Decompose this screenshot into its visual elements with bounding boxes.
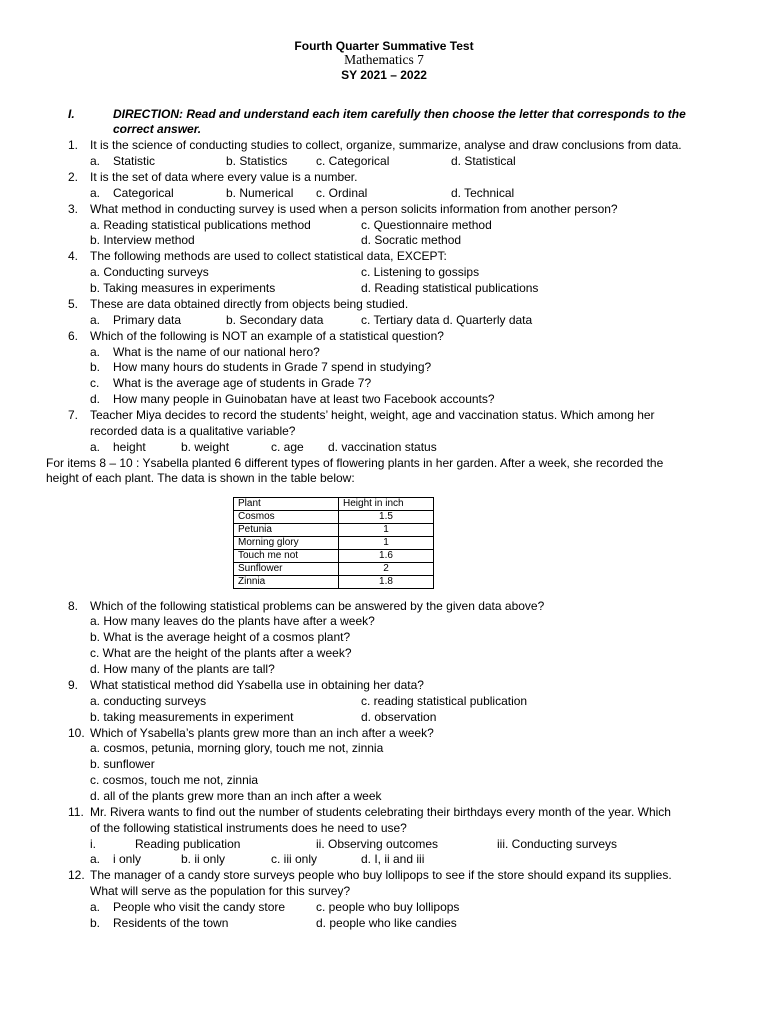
table-header-row (234, 498, 434, 511)
question-text: of the following statistical instruments does he need to use? (90, 821, 407, 835)
choice: c. Questionnaire method (361, 218, 492, 232)
choice: c. Tertiary data d. Quarterly data (361, 313, 533, 327)
choice: d. all of the plants grew more than an inch after a week (90, 789, 382, 803)
column-header: Plant (234, 498, 339, 511)
choice: d. observation (361, 710, 437, 724)
question-text: What method in conducting survey is used when a person solicits information from another person? (90, 202, 618, 216)
choice-text: Primary data (113, 313, 182, 327)
choice-text: i only (113, 852, 142, 866)
table-row (234, 576, 434, 589)
question-number: 10. (68, 726, 85, 740)
column-header: Height in inch (339, 498, 434, 511)
choice: d. Reading statistical publications (361, 281, 539, 295)
choice: d. Socratic method (361, 233, 462, 247)
question-text: The following methods are used to collect statistical data, EXCEPT: (90, 249, 447, 263)
question-text: It is the set of data where every value is a number. (90, 170, 358, 184)
choice-text: Categorical (113, 186, 174, 200)
question-number: 4. (68, 249, 79, 263)
choice: a. conducting surveys (90, 694, 207, 708)
choice-text: Residents of the town (113, 916, 229, 930)
plant-name-cell: Zinnia (234, 576, 339, 589)
plant-height-cell: 1.6 (339, 550, 434, 563)
direction-line-2: correct answer. (113, 122, 202, 136)
question-text: These are data obtained directly from objects being studied. (90, 297, 409, 311)
choice: c. Ordinal (316, 186, 368, 200)
question-number: 11. (68, 805, 84, 819)
subject-title: Mathematics 7 (344, 52, 424, 67)
question-text: Which of the following is NOT an example of a statistical question? (90, 329, 444, 343)
question-number: 3. (68, 202, 79, 216)
choice-text: What is the name of our national hero? (113, 345, 320, 359)
question-text: Which of Ysabella’s plants grew more than an inch after a week? (90, 726, 434, 740)
choice: d. people who like candies (316, 916, 457, 930)
choice: c. people who buy lollipops (316, 900, 460, 914)
option-text: Reading publication (135, 837, 241, 851)
choice: d. How many of the plants are tall? (90, 662, 275, 676)
plant-height-cell: 1.5 (339, 511, 434, 524)
plant-name-cell: Touch me not (234, 550, 339, 563)
choice: b. Secondary data (226, 313, 324, 327)
section-numeral: I. (68, 107, 75, 121)
choice-text: What is the average age of students in Grade 7? (113, 376, 372, 390)
choice: d. Statistical (451, 154, 516, 168)
choice-letter: a. (90, 852, 101, 866)
question-number: 9. (68, 678, 79, 692)
choice: c. Listening to gossips (361, 265, 480, 279)
question-text: What will serve as the population for this survey? (90, 884, 351, 898)
choice: d. Technical (451, 186, 515, 200)
plant-height-cell: 2 (339, 563, 434, 576)
choice-letter: b. (90, 916, 101, 930)
choice: d. I, ii and iii (361, 852, 425, 866)
option: iii. Conducting surveys (497, 837, 618, 851)
question-text: It is the science of conducting studies to collect, organize, summarize, analyse and draw conclusions from data. (90, 138, 682, 152)
choice-text: height (113, 440, 146, 454)
question-text: Which of the following statistical problems can be answered by the given data above? (90, 599, 545, 613)
question-number: 12. (68, 868, 85, 882)
question-number: 8. (68, 599, 79, 613)
choice-letter: a. (90, 313, 101, 327)
plant-height-cell: 1 (339, 537, 434, 550)
choice: b. Numerical (226, 186, 294, 200)
choice: b. What is the average height of a cosmos plant? (90, 630, 351, 644)
choice: b. Taking measures in experiments (90, 281, 276, 295)
choice-letter: a. (90, 154, 101, 168)
choice: a. How many leaves do the plants have after a week? (90, 614, 375, 628)
plant-height-table (233, 497, 434, 589)
choice: b. taking measurements in experiment (90, 710, 294, 724)
question-text: Teacher Miya decides to record the students’ height, weight, age and vaccination status. Which among her (90, 408, 655, 422)
plant-name-cell: Petunia (234, 524, 339, 537)
plant-height-cell: 1.8 (339, 576, 434, 589)
choice-letter: a. (90, 186, 101, 200)
choice: a. Reading statistical publications method (90, 218, 311, 232)
question-number: 7. (68, 408, 79, 422)
items-intro-line-2: height of each plant. The data is shown in the table below: (46, 471, 355, 485)
test-title: Fourth Quarter Summative Test (294, 39, 474, 53)
choice-letter: b. (90, 360, 101, 374)
choice-letter: d. (90, 392, 101, 406)
choice: c. iii only (271, 852, 318, 866)
question-number: 6. (68, 329, 79, 343)
choice: c. reading statistical publication (361, 694, 528, 708)
choice: d. vaccination status (328, 440, 437, 454)
choice-text: People who visit the candy store (113, 900, 286, 914)
question-number: 1. (68, 138, 79, 152)
plant-name-cell: Sunflower (234, 563, 339, 576)
choice-text: Statistic (113, 154, 156, 168)
question-number: 2. (68, 170, 79, 184)
question-text: The manager of a candy store surveys people who buy lollipops to see if the store should expand its supplies. (90, 868, 672, 882)
table-row (234, 563, 434, 576)
choice: c. age (271, 440, 304, 454)
question-text: What statistical method did Ysabella use in obtaining her data? (90, 678, 424, 692)
question-text: Mr. Rivera wants to find out the number of students celebrating their birthdays every month of the year. Which (90, 805, 671, 819)
choice-letter: a. (90, 900, 101, 914)
table-row (234, 550, 434, 563)
question-text: recorded data is a qualitative variable? (90, 424, 296, 438)
plant-name-cell: Morning glory (234, 537, 339, 550)
choice-letter: a. (90, 345, 101, 359)
items-intro-line-1: For items 8 – 10 : Ysabella planted 6 different types of flowering plants in her garden. After a week, she recorded the (46, 456, 664, 470)
table-row (234, 524, 434, 537)
table-row (234, 537, 434, 550)
choice-letter: c. (90, 376, 100, 390)
plant-height-cell: 1 (339, 524, 434, 537)
choice-text: How many people in Guinobatan have at least two Facebook accounts? (113, 392, 495, 406)
option-numeral: i. (90, 837, 96, 851)
choice: b. Interview method (90, 233, 195, 247)
choice-letter: a. (90, 440, 101, 454)
choice: b. weight (181, 440, 230, 454)
choice: c. What are the height of the plants after a week? (90, 646, 352, 660)
choice: c. Categorical (316, 154, 390, 168)
choice-text: How many hours do students in Grade 7 spend in studying? (113, 360, 432, 374)
direction-line-1: DIRECTION: Read and understand each item carefully then choose the letter that corresponds to the (113, 107, 686, 121)
choice: a. cosmos, petunia, morning glory, touch me not, zinnia (90, 741, 384, 755)
choice: b. sunflower (90, 757, 155, 771)
option: ii. Observing outcomes (316, 837, 439, 851)
school-year: SY 2021 – 2022 (341, 68, 427, 82)
choice: b. ii only (181, 852, 226, 866)
choice: c. cosmos, touch me not, zinnia (90, 773, 259, 787)
choice: b. Statistics (226, 154, 288, 168)
choice: a. Conducting surveys (90, 265, 209, 279)
question-number: 5. (68, 297, 79, 311)
table-row (234, 511, 434, 524)
plant-name-cell: Cosmos (234, 511, 339, 524)
